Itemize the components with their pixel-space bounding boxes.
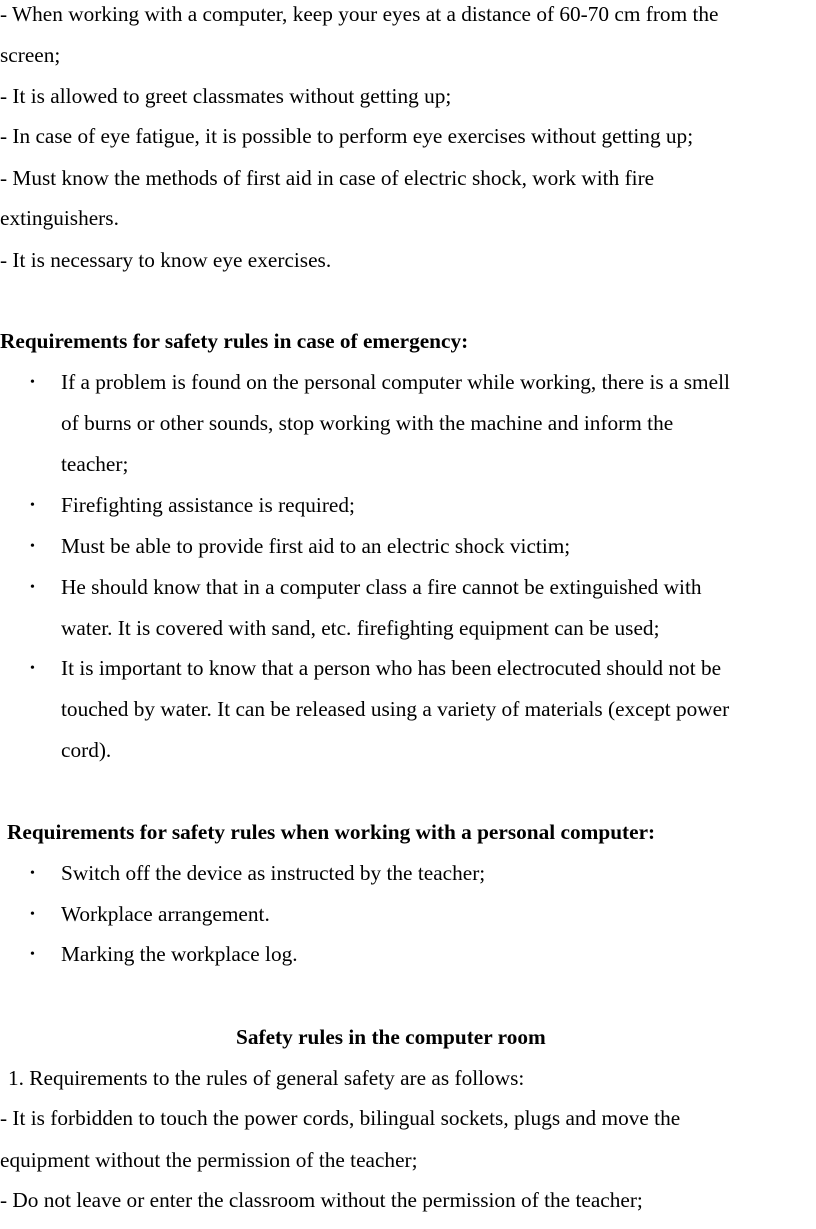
bullet-icon: • bbox=[30, 661, 35, 676]
rule-line: equipment without the permission of the teacher; bbox=[0, 1148, 418, 1172]
emergency-item-line: touched by water. It can be released using a variety of materials (except power bbox=[61, 697, 730, 721]
bullet-icon: • bbox=[30, 375, 35, 390]
bullet-icon: • bbox=[30, 580, 35, 595]
emergency-item-line: Firefighting assistance is required; bbox=[61, 493, 355, 517]
pc-work-item: Marking the workplace log. bbox=[61, 942, 298, 966]
intro-line: - In case of eye fatigue, it is possible to perform eye exercises without getting up; bbox=[0, 124, 694, 148]
bullet-icon: • bbox=[30, 866, 35, 881]
intro-line: - It is allowed to greet classmates without getting up; bbox=[0, 84, 452, 108]
bullet-icon: • bbox=[30, 947, 35, 962]
intro-line: - It is necessary to know eye exercises. bbox=[0, 248, 332, 272]
section-title-computer-room: Safety rules in the computer room bbox=[236, 1025, 546, 1049]
rule-line: - It is forbidden to touch the power cords, bilingual sockets, plugs and move the bbox=[0, 1106, 681, 1130]
pc-work-item: Switch off the device as instructed by the teacher; bbox=[61, 861, 486, 885]
emergency-item-line: of burns or other sounds, stop working with the machine and inform the bbox=[61, 411, 674, 435]
rule-line: - Do not leave or enter the classroom without the permission of the teacher; bbox=[0, 1188, 643, 1212]
bullet-icon: • bbox=[30, 498, 35, 513]
intro-line: - When working with a computer, keep your eyes at a distance of 60-70 cm from the bbox=[0, 2, 719, 26]
bullet-icon: • bbox=[30, 907, 35, 922]
emergency-item-line: water. It is covered with sand, etc. firefighting equipment can be used; bbox=[61, 616, 660, 640]
intro-line: screen; bbox=[0, 43, 61, 67]
emergency-item-line: teacher; bbox=[61, 452, 129, 476]
numbered-line: 1. Requirements to the rules of general safety are as follows: bbox=[8, 1066, 525, 1090]
emergency-item-line: cord). bbox=[61, 738, 112, 762]
intro-line: extinguishers. bbox=[0, 206, 119, 230]
emergency-item-line: It is important to know that a person who has been electrocuted should not be bbox=[61, 656, 722, 680]
emergency-item-line: If a problem is found on the personal computer while working, there is a smell bbox=[61, 370, 730, 394]
bullet-icon: • bbox=[30, 539, 35, 554]
emergency-item-line: Must be able to provide first aid to an electric shock victim; bbox=[61, 534, 571, 558]
emergency-item-line: He should know that in a computer class a fire cannot be extinguished with bbox=[61, 575, 702, 599]
pc-work-item: Workplace arrangement. bbox=[61, 902, 270, 926]
section-heading-emergency: Requirements for safety rules in case of emergency: bbox=[0, 329, 469, 353]
section-heading-pc-work: Requirements for safety rules when working with a personal computer: bbox=[7, 820, 656, 844]
intro-line: - Must know the methods of first aid in case of electric shock, work with fire bbox=[0, 166, 655, 190]
